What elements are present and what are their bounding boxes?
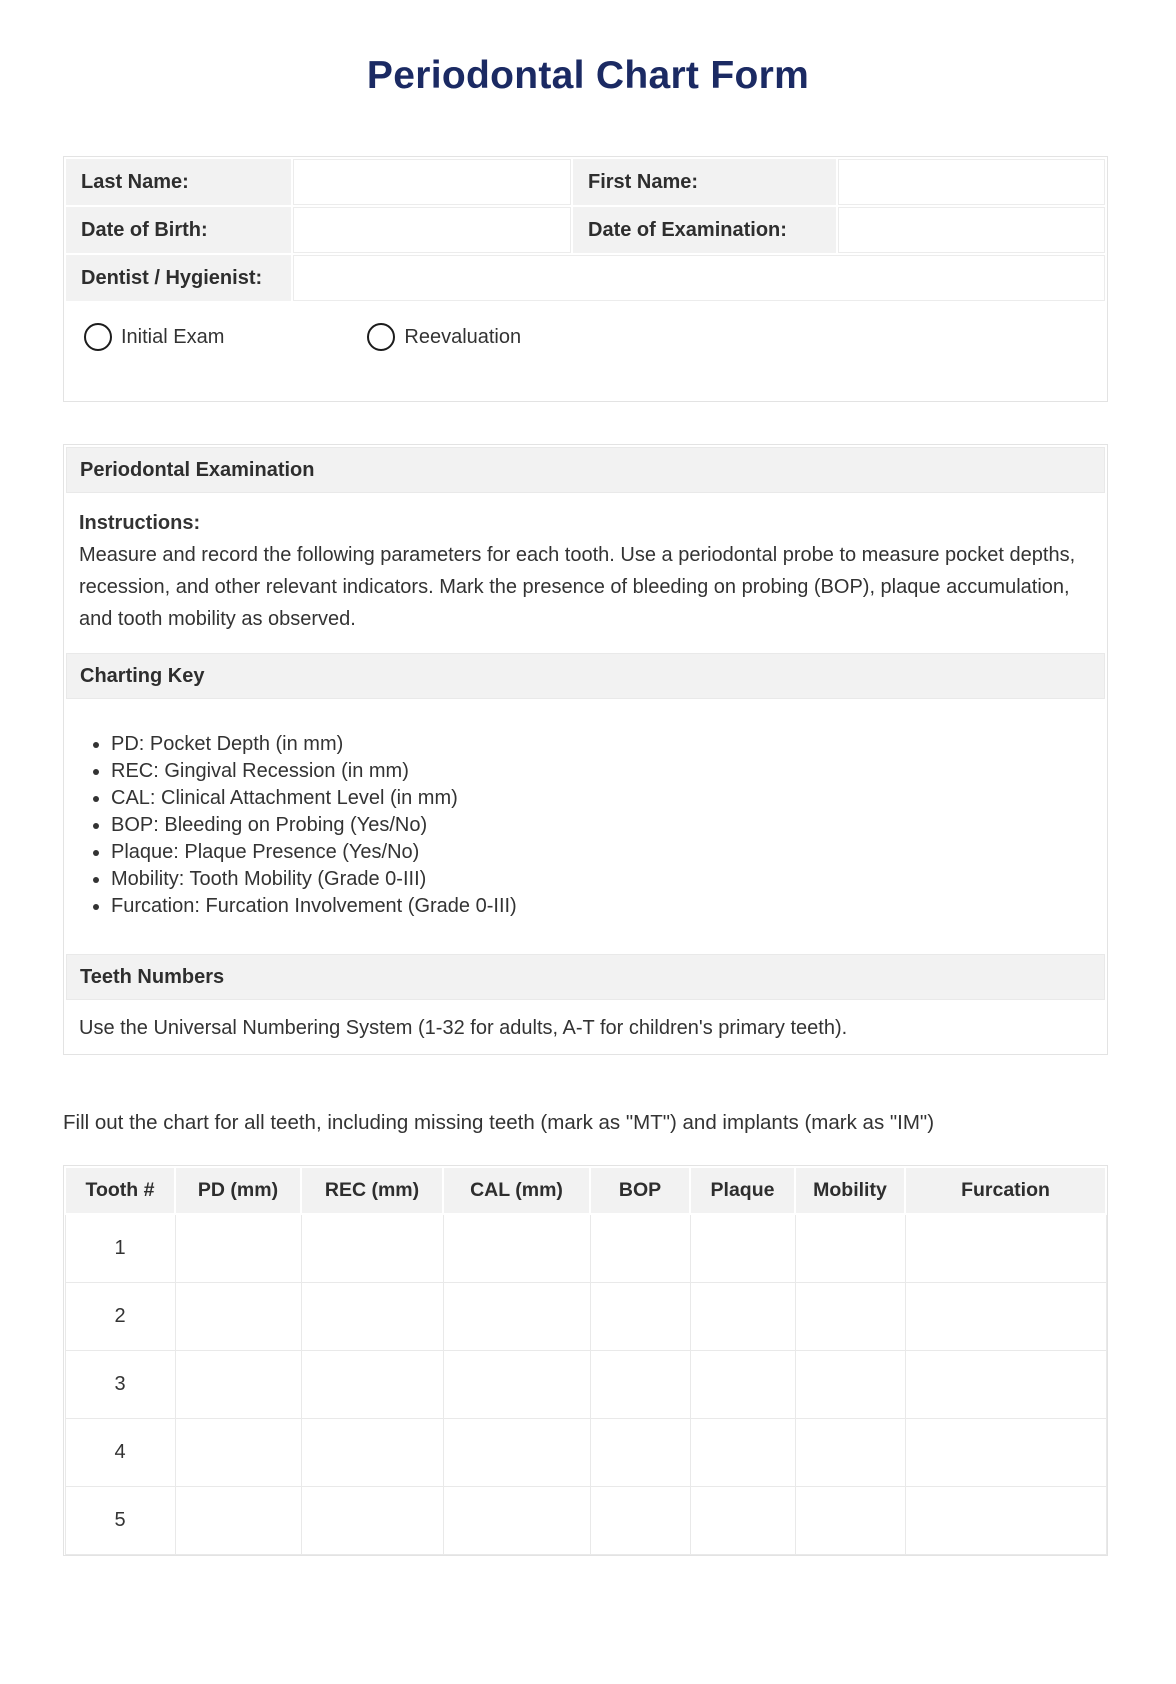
page-title: Periodontal Chart Form [366,54,810,97]
list-item: • Mobility: Tooth Mobility (Grade 0-III) [111,866,1091,893]
exam-type-radio-row [64,303,1107,401]
chart-cell[interactable] [590,1486,690,1554]
initial-exam-radio-label: Initial Exam [121,325,225,348]
chart-cell[interactable] [443,1282,590,1350]
chart-cell[interactable] [301,1418,443,1486]
table-row [65,1282,1106,1350]
chart-cell[interactable] [795,1214,905,1282]
table-row [65,1418,1106,1486]
chart-cell[interactable] [590,1282,690,1350]
column-header-cal: CAL (mm) [443,1167,590,1214]
chart-cell[interactable] [905,1214,1106,1282]
chart-cell[interactable] [443,1214,590,1282]
chart-cell[interactable] [690,1418,795,1486]
charting-key-block [64,701,1107,952]
table-row [65,1486,1106,1554]
radio-circle-icon[interactable] [367,323,395,351]
chart-cell[interactable] [443,1486,590,1554]
chart-cell[interactable] [301,1214,443,1282]
list-item: • BOP: Bleeding on Probing (Yes/No) [111,812,1091,839]
chart-cell[interactable] [175,1350,301,1418]
chart-cell[interactable] [795,1486,905,1554]
instructions-block [64,495,1107,651]
list-item: • REC: Gingival Recession (in mm) [111,758,1091,785]
charting-key-header: Charting Key [66,653,1105,699]
chart-cell[interactable] [905,1418,1106,1486]
list-item: • PD: Pocket Depth (in mm) [111,731,1091,758]
chart-cell[interactable] [590,1418,690,1486]
chart-cell[interactable] [443,1350,590,1418]
table-row [66,255,1105,301]
tooth-number-cell: 5 [65,1486,175,1554]
charting-key-list [111,731,1091,920]
column-header-rec: REC (mm) [301,1167,443,1214]
date-of-examination-label: Date of Examination: [573,207,836,253]
column-header-tooth: Tooth # [65,1167,175,1214]
chart-cell[interactable] [905,1486,1106,1554]
date-of-examination-input[interactable] [838,207,1105,253]
patient-info-table [64,157,1107,303]
list-item: • Plaque: Plaque Presence (Yes/No) [111,839,1091,866]
chart-cell[interactable] [795,1350,905,1418]
tooth-number-cell: 1 [65,1214,175,1282]
chart-cell[interactable] [590,1350,690,1418]
dentist-hygienist-label: Dentist / Hygienist: [66,255,291,301]
table-header-row [65,1167,1106,1214]
chart-table-wrap [63,1165,1108,1556]
chart-cell[interactable] [590,1214,690,1282]
instructions-label: Instructions: [79,512,201,534]
instructions-text: Measure and record the following parameters for each tooth. Use a periodontal probe to measure pocket depths, recession, and other relevant indicators. Mark the presence of bleeding on probing (BOP), plaque accumulation, and tooth mobility as observed. [79,544,1076,630]
chart-cell[interactable] [301,1350,443,1418]
chart-cell[interactable] [690,1350,795,1418]
examination-section [63,444,1108,1055]
chart-table [64,1166,1107,1555]
column-header-pd: PD (mm) [175,1167,301,1214]
first-name-input[interactable] [838,159,1105,205]
examination-section-header: Periodontal Examination [66,447,1105,493]
initial-exam-radio[interactable] [84,323,224,351]
tooth-number-cell: 2 [65,1282,175,1350]
chart-cell[interactable] [690,1282,795,1350]
last-name-label: Last Name: [66,159,291,205]
chart-cell[interactable] [443,1418,590,1486]
chart-cell[interactable] [690,1214,795,1282]
list-item: • CAL: Clinical Attachment Level (in mm) [111,785,1091,812]
chart-cell[interactable] [301,1282,443,1350]
chart-cell[interactable] [905,1282,1106,1350]
column-header-furcation: Furcation [905,1167,1106,1214]
radio-circle-icon[interactable] [84,323,112,351]
teeth-numbers-header: Teeth Numbers [66,954,1105,1000]
reevaluation-radio-label: Reevaluation [404,325,522,348]
date-of-birth-label: Date of Birth: [66,207,291,253]
first-name-label: First Name: [573,159,836,205]
chart-note: Fill out the chart for all teeth, including missing teeth (mark as "MT") and implants (mark as "IM") [63,1111,935,1134]
table-row [65,1214,1106,1282]
table-row [66,159,1105,205]
column-header-bop: BOP [590,1167,690,1214]
chart-cell[interactable] [175,1214,301,1282]
dentist-hygienist-input[interactable] [293,255,1105,301]
chart-cell[interactable] [175,1282,301,1350]
chart-cell[interactable] [795,1418,905,1486]
column-header-mobility: Mobility [795,1167,905,1214]
column-header-plaque: Plaque [690,1167,795,1214]
chart-cell[interactable] [905,1350,1106,1418]
chart-cell[interactable] [175,1418,301,1486]
table-row [66,207,1105,253]
chart-cell[interactable] [795,1282,905,1350]
patient-info-section [63,156,1108,402]
reevaluation-radio[interactable] [367,323,521,351]
tooth-number-cell: 4 [65,1418,175,1486]
table-row [65,1350,1106,1418]
tooth-number-cell: 3 [65,1350,175,1418]
list-item: • Furcation: Furcation Involvement (Grade 0-III) [111,893,1091,920]
chart-cell[interactable] [175,1486,301,1554]
teeth-numbers-text: Use the Universal Numbering System (1-32 for adults, A-T for children's primary teeth). [79,1017,848,1039]
chart-cell[interactable] [301,1486,443,1554]
last-name-input[interactable] [293,159,571,205]
chart-cell[interactable] [690,1486,795,1554]
date-of-birth-input[interactable] [293,207,571,253]
